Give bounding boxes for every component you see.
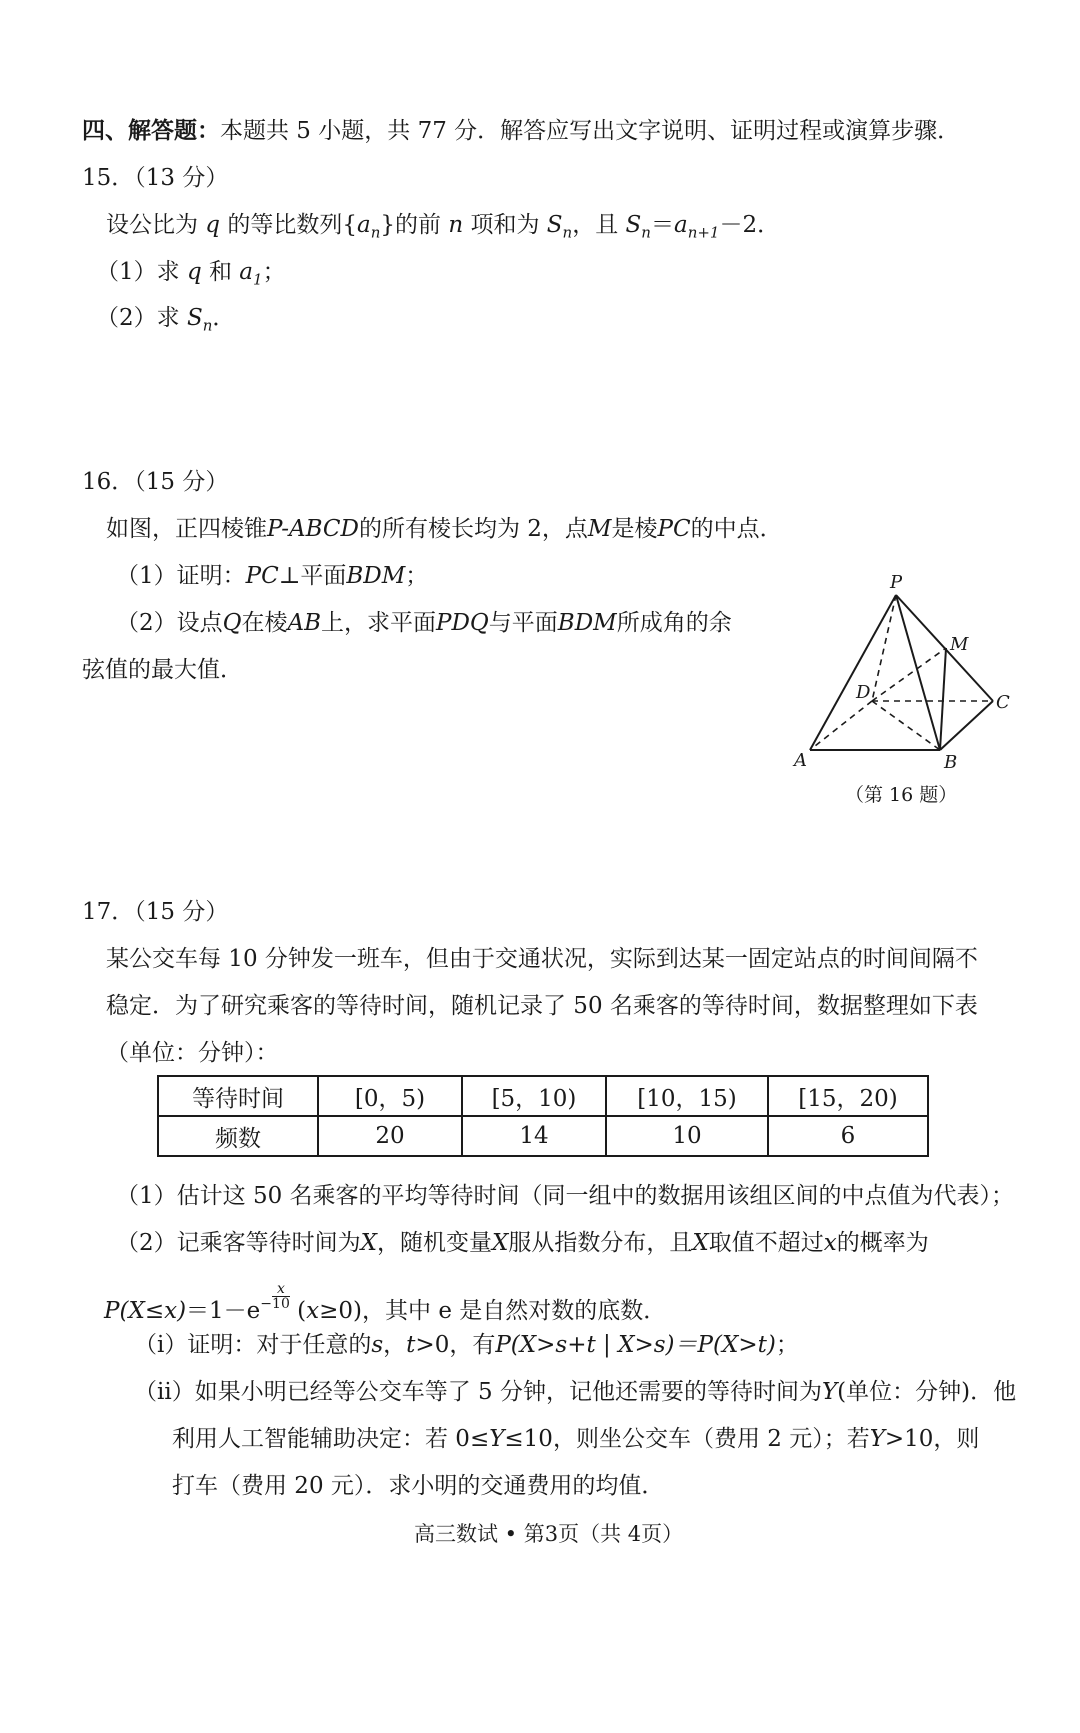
- label-M: M: [950, 634, 969, 655]
- label-D: D: [856, 682, 871, 703]
- q16-part2: [116, 608, 732, 638]
- q16-math: PC: [245, 563, 279, 589]
- pyramid-figure: [780, 570, 1010, 780]
- edge-BC: [940, 701, 993, 750]
- var-sn: $S_n$: [539, 212, 573, 242]
- label-B: B: [944, 752, 958, 773]
- q17-math: s: [371, 1332, 384, 1358]
- q16-math: BDM: [557, 610, 617, 636]
- q16-text: 的所有棱长均为 2，点: [358, 516, 588, 542]
- label-P: P: [890, 572, 903, 593]
- segment-DB: [872, 701, 940, 750]
- var-a1: $a_1$: [232, 259, 263, 289]
- q17-sub-ii-cont1: [172, 1424, 979, 1454]
- q17-text: 取值不超过: [708, 1230, 824, 1256]
- table-cell: 6: [768, 1116, 928, 1156]
- q16-math: M: [587, 516, 612, 542]
- q17-math: P(X≤x): [104, 1298, 187, 1324]
- q16-text: ；: [405, 563, 429, 589]
- q16-text: 与平面: [488, 610, 558, 636]
- edge-DA: [810, 701, 872, 750]
- q15-text: 设公比为: [106, 212, 198, 238]
- segment-BM: [940, 648, 946, 750]
- q16-math: Q: [222, 610, 242, 636]
- q17-stem-1: 某公交车每 10 分钟发一班车，但由于交通状况，实际到达某一固定站点的时间间隔不: [106, 946, 978, 972]
- q16-text: 如图，正四棱锥: [106, 516, 267, 542]
- var-n: n: [441, 212, 471, 238]
- exponent-fraction: [260, 1297, 272, 1311]
- waiting-time-table: [157, 1075, 929, 1157]
- edge-PA: [810, 595, 896, 750]
- q17-math: X: [492, 1230, 509, 1256]
- table-cell: 20: [318, 1116, 462, 1156]
- q16-part2-cont: 弦值的最大值．: [82, 657, 243, 683]
- q15-header: 15．（13 分）: [82, 165, 229, 191]
- var-sn: $S_n$: [618, 212, 651, 242]
- q17-math: Y: [489, 1426, 505, 1452]
- table-cell: [0，5): [318, 1076, 462, 1116]
- var-sn: $S_n$: [179, 305, 213, 335]
- q15-part1: [96, 257, 286, 295]
- q15-text: 的前: [395, 212, 442, 238]
- var-q: q: [179, 259, 209, 285]
- q17-math: Y: [869, 1426, 885, 1452]
- section-title: 四、解答题：: [82, 117, 220, 144]
- q17-part2: [116, 1228, 929, 1258]
- q16-text: 在棱: [241, 610, 288, 636]
- q16-part1: [116, 561, 428, 591]
- q17-sub-ii-cont2: 打车（费用 20 元）．求小明的交通费用的均值．: [172, 1473, 665, 1499]
- table-row: [158, 1076, 928, 1116]
- q17-part1: （1）估计这 50 名乘客的平均等待时间（同一组中的数据用该组区间的中点值为代表）；: [116, 1183, 1015, 1209]
- table-cell: [15，20): [768, 1076, 928, 1116]
- q15-text: （2）求: [96, 305, 180, 331]
- q15-text: －2．: [719, 212, 781, 238]
- q17-text: ，随机变量: [377, 1230, 493, 1256]
- var-an1: $a_{n+1}$: [673, 212, 720, 242]
- exp-numerator: x: [272, 1282, 290, 1297]
- q17-math: ＝1－e: [186, 1298, 261, 1324]
- q15-part2: [96, 303, 235, 341]
- q17-text: （2）记乘客等待时间为: [116, 1230, 361, 1256]
- q16-math: BDM: [346, 563, 406, 589]
- q17-stem-2: 稳定．为了研究乘客的等待时间，随机记录了 50 名乘客的等待时间，数据整理如下表: [106, 993, 978, 1019]
- q16-math: AB: [287, 610, 322, 636]
- q17-text: 的概率为: [836, 1230, 929, 1256]
- table-header-cell: 等待时间: [158, 1076, 318, 1116]
- page-footer: 高三数试 • 第3页（共 4页）: [414, 1522, 684, 1546]
- q15-text: 项和为: [470, 212, 540, 238]
- table-cell: [10，15): [606, 1076, 768, 1116]
- q15-stem: [106, 210, 780, 248]
- table-cell: [5，10): [462, 1076, 606, 1116]
- q17-math: Y: [821, 1379, 838, 1405]
- q17-math: t: [406, 1332, 416, 1358]
- segment-DM: [872, 648, 946, 701]
- q17-math: X: [692, 1230, 709, 1256]
- q17-text: >0，有: [415, 1332, 496, 1358]
- q17-math: x: [823, 1230, 837, 1256]
- q17-text: 服从指数分布，且: [508, 1230, 693, 1256]
- label-A: A: [794, 750, 807, 771]
- q16-text: 上，求平面: [321, 610, 437, 636]
- q17-sub-i: [134, 1330, 799, 1360]
- q17-text: (单位：分钟)．他: [837, 1379, 1017, 1405]
- section-desc: 本题共 5 小题，共 77 分．解答应写出文字说明、证明过程或演算步骤．: [220, 118, 961, 144]
- q16-math: PC: [657, 516, 691, 542]
- label-C: C: [996, 692, 1010, 713]
- q15-text: ．: [212, 305, 236, 331]
- q17-sub-ii: [134, 1377, 1016, 1407]
- q16-text: 的中点．: [690, 516, 783, 542]
- q17-math: X: [360, 1230, 378, 1256]
- q16-math: PDQ: [436, 610, 489, 636]
- q15-text: ，且: [572, 212, 619, 238]
- q16-math: P-ABCD: [267, 516, 359, 542]
- q17-text: ≥0)，其中 e 是自然对数的底数．: [319, 1298, 667, 1324]
- exponent-fraction: [272, 1282, 290, 1311]
- exp-minus: −: [260, 1296, 273, 1312]
- q17-text: ≤10，则坐公交车（费用 2 元）；若: [504, 1426, 870, 1452]
- q16-header: 16．（15 分）: [82, 469, 229, 495]
- q15-text: 的等比数列: [227, 212, 343, 238]
- q17-math: P(X>s+t | X>s)＝P(X>t): [495, 1332, 776, 1358]
- q16-text: ⊥平面: [278, 563, 347, 589]
- exp-denominator: 10: [272, 1296, 290, 1312]
- q17-formula: [104, 1282, 666, 1326]
- q17-math: x: [306, 1298, 320, 1324]
- table-cell: 10: [606, 1116, 768, 1156]
- q17-text: （ii）如果小明已经等公交车等了 5 分钟，记他还需要的等待时间为: [134, 1379, 822, 1405]
- q15-text: （1）求: [96, 259, 180, 285]
- table-row: [158, 1116, 928, 1156]
- q17-text: (: [289, 1298, 307, 1324]
- q16-stem: [106, 514, 783, 544]
- q17-text: ；: [775, 1332, 799, 1358]
- q17-header: 17．（15 分）: [82, 899, 229, 925]
- seq-an: $\{a_n\}$: [342, 212, 396, 242]
- var-q: q: [198, 212, 228, 238]
- edge-PD: [872, 595, 896, 701]
- q17-text: ，: [383, 1332, 407, 1358]
- q15-text: ＝: [650, 212, 674, 238]
- q15-text: ；: [262, 259, 286, 285]
- section-heading: [82, 116, 960, 146]
- q16-text: （1）证明：: [116, 563, 246, 589]
- table-header-cell: 频数: [158, 1116, 318, 1156]
- q16-text: （2）设点: [116, 610, 223, 636]
- q15-text: 和: [209, 259, 232, 285]
- figure-caption: （第 16 题）: [845, 784, 958, 806]
- q16-text: 是棱: [611, 516, 658, 542]
- q17-stem-3: （单位：分钟）：: [106, 1040, 279, 1066]
- q17-text: >10，则: [884, 1426, 980, 1452]
- table-cell: 14: [462, 1116, 606, 1156]
- q17-text: （i）证明：对于任意的: [134, 1332, 372, 1358]
- q17-text: 利用人工智能辅助决定：若 0≤: [172, 1426, 490, 1452]
- q16-text: 所成角的余: [616, 610, 732, 636]
